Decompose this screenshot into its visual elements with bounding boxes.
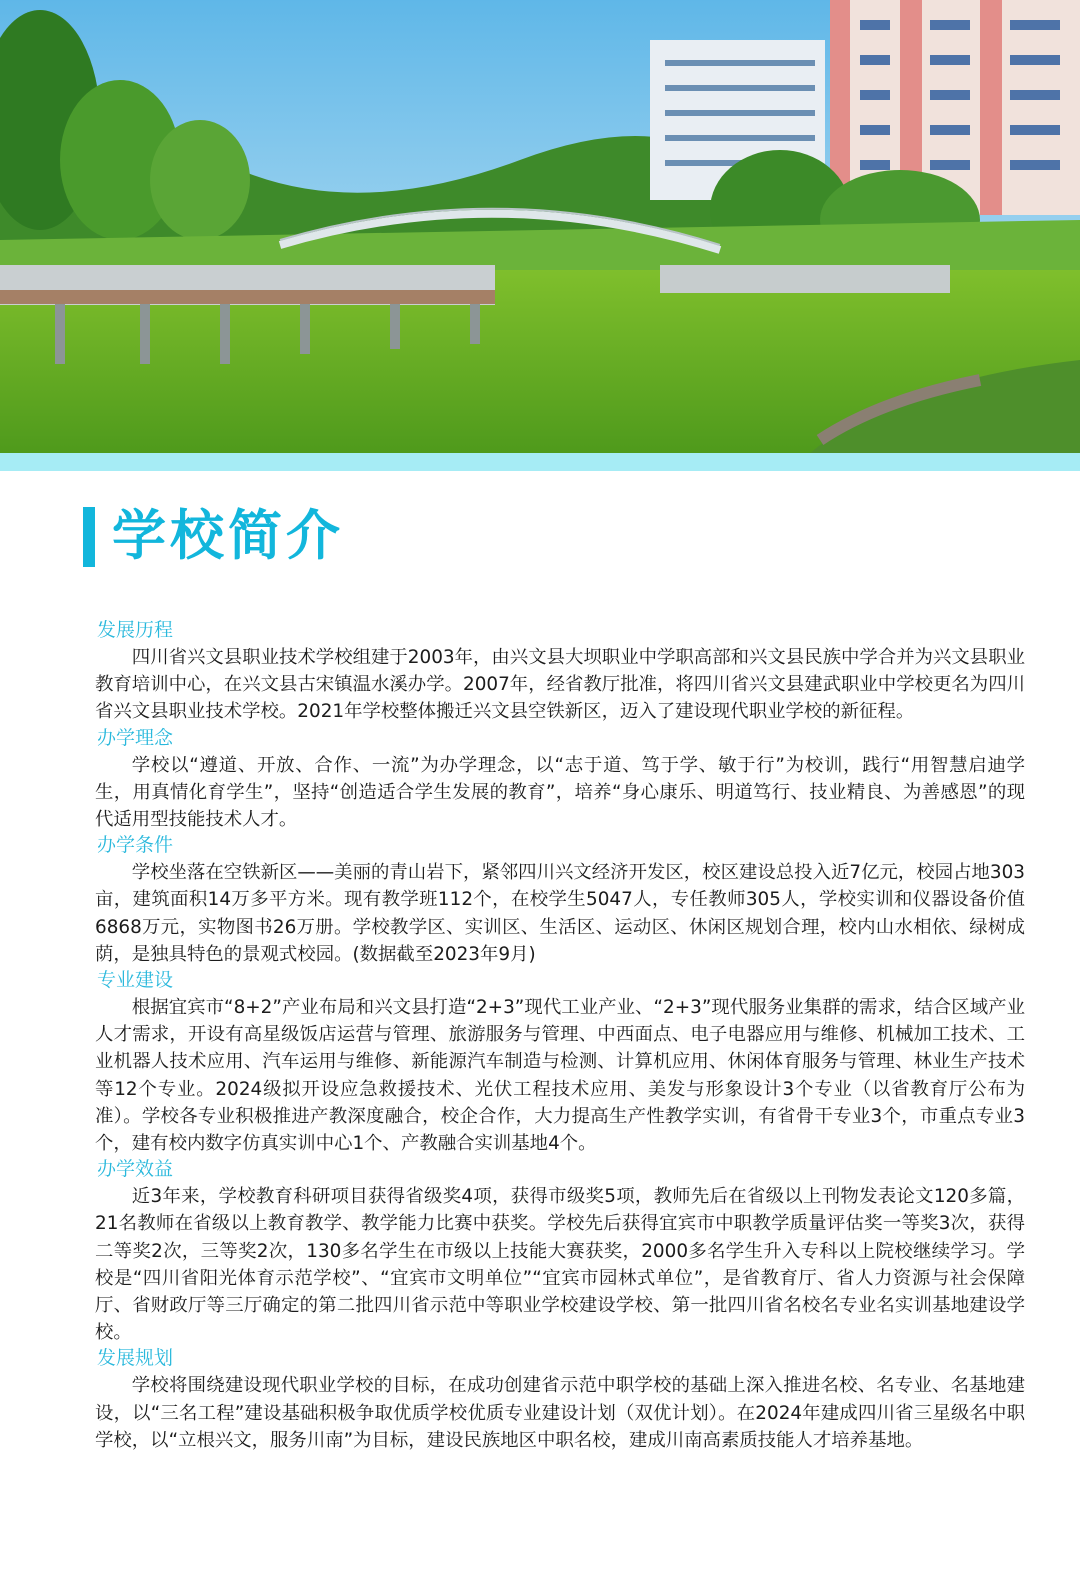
section-body: 四川省兴文县职业技术学校组建于2003年，由兴文县大坝职业中学职高部和兴文县民族中学合并为兴文县职业教育培训中心，在兴文县古宋镇温水溪办学。2007年，经省教厅批准，将四川省兴文县建武职业中学校更名为四川省兴文县职业技术学校。2021年学校整体搬迁兴文县空铁新区，迈入了建设现代职业学校的新征程。 — [95, 647, 1025, 723]
content-area — [95, 618, 1025, 1454]
accent-band — [0, 453, 1080, 471]
section-body: 学校以“遵道、开放、合作、一流”为办学理念，以“志于道、笃于学、敏于行”为校训，践行“用智慧启迪学生，用真情化育学生”，坚持“创造适合学生发展的教育”，培养“身心康乐、明道笃行、技业精良、为善感恩”的现代适用型技能技术人才。 — [95, 754, 1025, 831]
section-conditions — [95, 833, 1025, 968]
title-accent-bar — [83, 507, 95, 567]
section-planning — [95, 1346, 1025, 1454]
section-history — [95, 618, 1025, 726]
section-heading: 发展规划 — [97, 1347, 174, 1370]
section-heading: 办学理念 — [97, 726, 174, 749]
page-title: 学校简介 — [112, 504, 344, 567]
section-achievements — [95, 1157, 1025, 1346]
section-body: 学校坐落在空铁新区——美丽的青山岩下，紧邻四川兴文经济开发区，校区建设总投入近7亿元，校园占地303亩，建筑面积14万多平方米。现有教学班112个，在校学生5047人，专任教师305人，学校实训和仪器设备价值6868万元，实物图书26万册。学校教学区、实训区、生活区、运动区、休闲区规划合理，校内山水相依、绿树成荫，是独具特色的景观式校园。(数据截至2023年9月) — [95, 862, 1025, 965]
section-heading: 发展历程 — [97, 619, 174, 641]
section-heading: 专业建设 — [97, 969, 174, 992]
campus-photo — [0, 0, 1080, 453]
section-body: 根据宜宾市“8+2”产业布局和兴文县打造“2+3”现代工业产业、“2+3”现代服务业集群的需求，结合区域产业人才需求，开设有高星级饭店运营与管理、旅游服务与管理、中西面点、电子电器应用与维修、机械加工技术、工业机器人技术应用、汽车运用与维修、新能源汽车制造与检测、计算机应用、休闲体育服务与管理、林业生产技术等12个专业。2024级拟开设应急救援技术、光伏工程技术应用、美发与形象设计3个专业（以省教育厅公布为准）。学校各专业积极推进产教深度融合，校企合作，大力提高生产性教学实训，有省骨干专业3个，市重点专业3个，建有校内数字仿真实训中心1个、产教融合实训基地4个。 — [95, 997, 1025, 1155]
section-body: 学校将围绕建设现代职业学校的目标，在成功创建省示范中职学校的基础上深入推进名校、名专业、名基地建设，以“三名工程”建设基础积极争取优质学校优质专业建设计划（双优计划）。在2024年建成四川省三星级名中职学校，以“立根兴文，服务川南”为目标，建设民族地区中职名校，建成川南高素质技能人才培养基地。 — [95, 1375, 1025, 1451]
campus-photo-icon — [0, 0, 1080, 453]
section-heading: 办学条件 — [97, 834, 174, 857]
section-heading: 办学效益 — [97, 1158, 174, 1181]
section-body: 近3年来，学校教育科研项目获得省级奖4项，获得市级奖5项，教师先后在省级以上刊物发表论文120多篇，21名教师在省级以上教育教学、教学能力比赛中获奖。学校先后获得宜宾市中职教学质量评估奖一等奖3次，获得二等奖2次，三等奖2次，130多名学生在市级以上技能大赛获奖，2000多名学生升入专科以上院校继续学习。学校是“四川省阳光体育示范学校”、“宜宾市文明单位”“宜宾市园林式单位”，是省教育厅、省人力资源与社会保障厅、省财政厅等三厅确定的第二批四川省示范中等职业学校建设学校、第一批四川省名校名专业名实训基地建设学校。 — [95, 1186, 1025, 1344]
section-majors — [95, 968, 1025, 1157]
section-philosophy — [95, 726, 1025, 834]
